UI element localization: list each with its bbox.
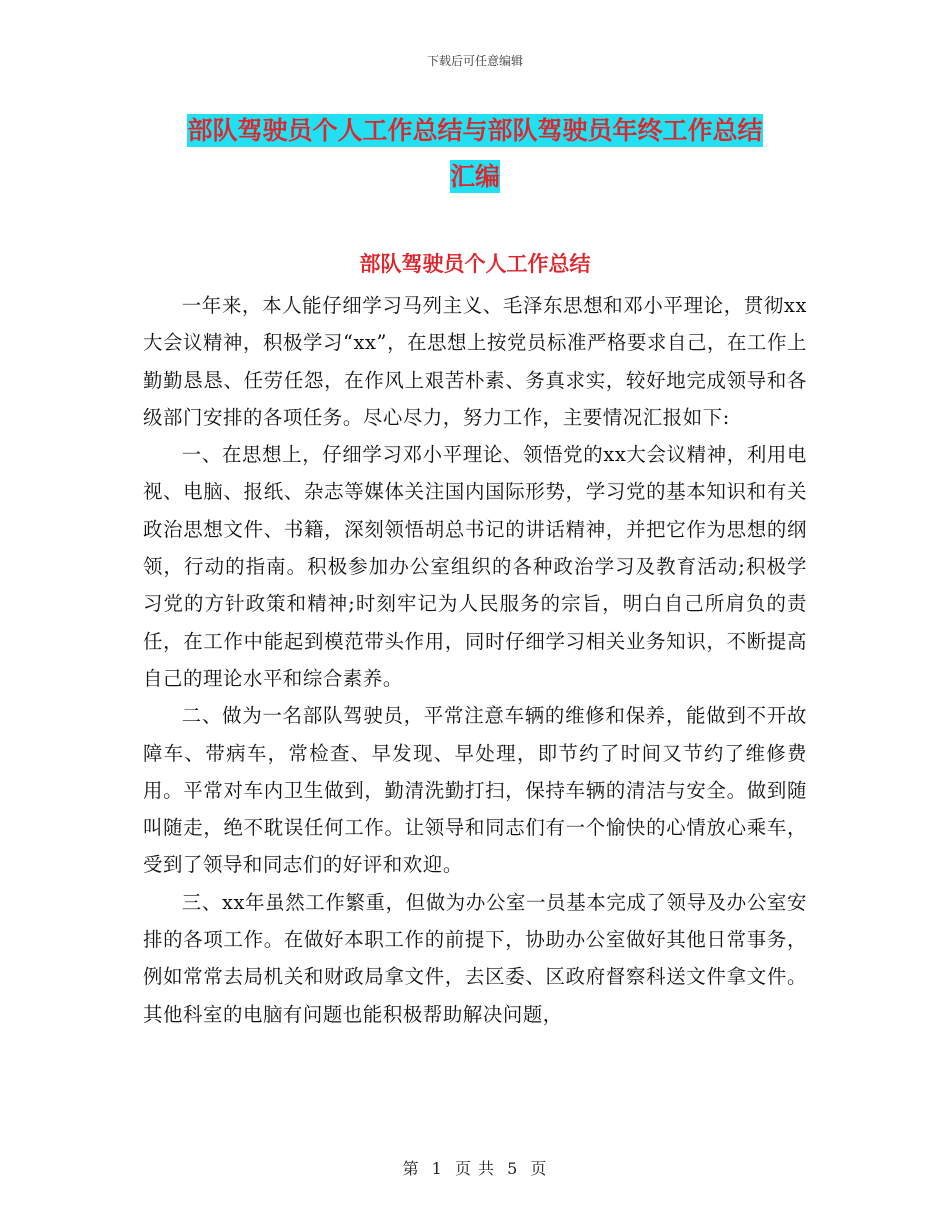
footer-mid: 页 共 bbox=[454, 1159, 496, 1178]
body-text bbox=[143, 287, 807, 1033]
page-footer bbox=[0, 1156, 950, 1179]
paragraph-driver: 二、做为一名部队驾驶员，平常注意车辆的维修和保养，能做到不开故障车、带病车，常检查、早发现、早处理，即节约了时间又节约了维修费用。平常对车内卫生做到，勤清洗勤打扫，保持车辆的清洁与安全。做到随叫随走，绝不耽误任何工作。让领导和同志们有一个愉快的心情放心乘车，受到了领导和同志们的好评和欢迎。 bbox=[143, 704, 807, 877]
header-note: 下载后可任意编辑 bbox=[426, 54, 523, 68]
page-number: 1 bbox=[431, 1159, 443, 1178]
paragraph-thought: 一、在思想上，仔细学习邓小平理论、领悟党的xx大会议精神，利用电视、电脑、报纸、杂志等媒体关注国内国际形势，学习党的基本知识和有关政治思想文件、书籍，深刻领悟胡总书记的讲话精神，并把它作为思想的纲领，行动的指南。积极参加办公室组织的各种政治学习及教育活动;积极学习党的方针政策和精神;时刻牢记为人民服务的宗旨，明白自己所肩负的责任，在工作中能起到模范带头作用，同时仔细学习相关业务知识，不断提高自己的理论水平和综合素养。 bbox=[143, 443, 807, 690]
document-title bbox=[150, 108, 800, 200]
paragraph-intro: 一年来，本人能仔细学习马列主义、毛泽东思想和邓小平理论，贯彻xx大会议精神，积极学习“xx”，在思想上按党员标准严格要求自己，在工作上勤勤恳恳、任劳任怨，在作风上艰苦朴素、务真求实，较好地完成领导和各级部门安排的各项任务。尽心尽力，努力工作，主要情况汇报如下: bbox=[143, 294, 807, 429]
section-title: 部队驾驶员个人工作总结 bbox=[359, 252, 591, 276]
title-line-2: 汇编 bbox=[449, 162, 500, 191]
paragraph-office: 三、xx年虽然工作繁重，但做为办公室一员基本完成了领导及办公室安排的各项工作。在做好本职工作的前提下，协助办公室做好其他日常事务，例如常常去局机关和财政局拿文件，去区委、区政府督察科送文件拿文件。其他科室的电脑有问题也能积极帮助解决问题， bbox=[143, 890, 807, 1026]
footer-suffix: 页 bbox=[530, 1159, 548, 1178]
page-total: 5 bbox=[507, 1159, 519, 1178]
title-line-1: 部队驾驶员个人工作总结与部队驾驶员年终工作总结 bbox=[187, 116, 763, 145]
footer-prefix: 第 bbox=[402, 1159, 420, 1178]
